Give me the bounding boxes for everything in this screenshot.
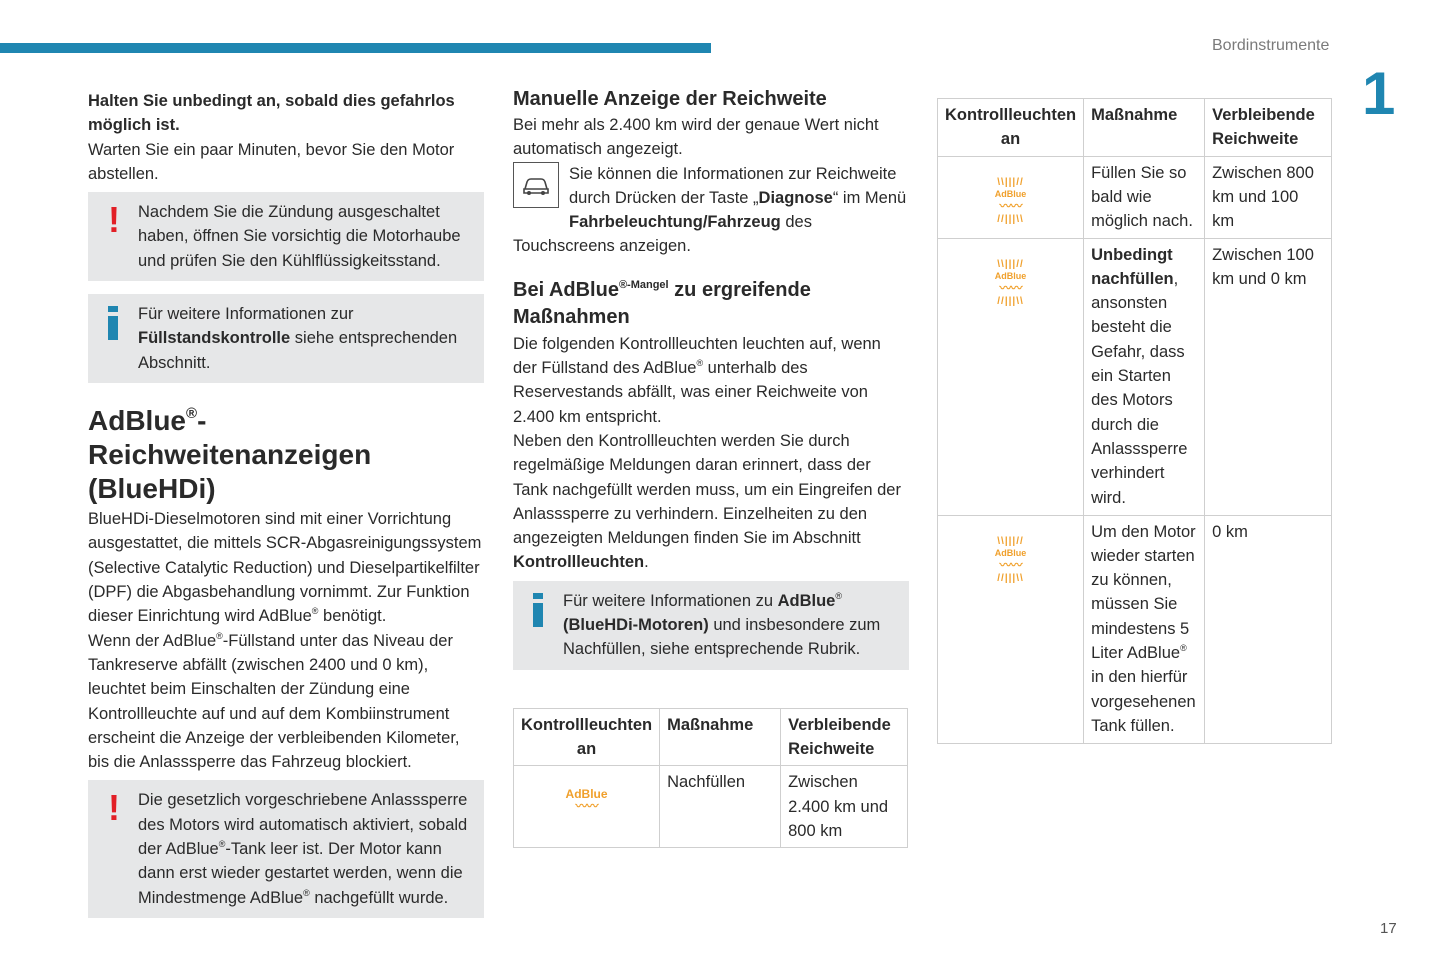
table-header: Kontrollleuchten an <box>514 708 660 766</box>
car-diagnostic-icon <box>513 162 559 208</box>
info-text: Für weitere Informationen zur Füllstandskontrolle siehe entsprechenden Abschnitt. <box>138 305 458 372</box>
info-icon <box>108 306 118 340</box>
heading-manual-range: Manuelle Anzeige der Reichweite <box>513 88 827 110</box>
header-accent-bar <box>0 43 711 53</box>
section-heading-adblue: AdBlue®-Reichweitenanzeigen (BlueHDi) <box>88 405 372 505</box>
chapter-number: 1 <box>1362 60 1396 127</box>
table-row <box>938 515 1332 743</box>
table-cell-range: Zwischen 100 km und 0 km <box>1205 238 1332 515</box>
info-text: Für weitere Informationen zu AdBlue® (BlueHDi-Motoren) und insbesondere zum Nachfüllen, siehe entsprechende Rubrik. <box>563 590 881 659</box>
chapter-title: Bordinstrumente <box>1212 37 1330 54</box>
paragraph-reserve: Wenn der AdBlue®-Füllstand unter das Niveau der Tankreserve abfällt (zwischen 2400 und 0 km), leuchtet beim Einschalten der Zündung eine Kontrollleuchte auf und auf dem Kombiinstrument erscheint die Anzeige der verbleibenden Kilometer, bis die Anlasssperre das Fahrzeug blockiert. <box>88 630 460 772</box>
paragraph-warning-lamps: Die folgenden Kontrollleuchten leuchten auf, wenn der Füllstand des AdBlue® unterhalb des Reservestands abfällt, was einer Reichweite von 2.400 km entspricht. <box>513 334 881 426</box>
table-cell-lamp <box>938 238 1084 515</box>
table-cell-action: Unbedingt nachfüllen, ansonsten besteht die Gefahr, dass ein Starten des Motors durch die Anlasssperre verhindert wird. <box>1084 238 1205 515</box>
table-header-row <box>938 99 1332 157</box>
paragraph-manual: Bei mehr als 2.400 km wird der genaue Wert nicht automatisch angezeigt. <box>513 116 879 159</box>
paragraph-diagnose: Sie können die Informationen zur Reichweite durch Drücken der Taste „Diagnose“ im Menü Fahrbeleuchtung/Fahrzeug des Touchscreens anzeigen. <box>513 162 909 259</box>
warning-text: Die gesetzlich vorgeschriebene Anlasssperre des Motors wird automatisch aktiviert, sobald der AdBlue®-Tank leer ist. Der Motor kann dann erst wieder gestartet werden, wenn die Mindestmenge AdBlue® nachgefüllt wurde. <box>138 791 468 907</box>
info-box-level <box>88 294 484 383</box>
heading-adblue-shortage: Bei AdBlue$^{®-Mangel}$ zu ergreifende Maßnahmen <box>513 278 811 328</box>
paragraph-messages: Neben den Kontrollleuchten werden Sie durch regelmäßige Meldungen daran erinnert, dass der Tank nachgefüllt werden muss, um ein Eingreifen der Anlasssperre zu verhindern. Einzelheiten zu den angezeigten Meldungen finden Sie im Abschnitt Kontrollleuchten. <box>513 431 901 572</box>
intro-bold: Halten Sie unbedingt an, sobald dies gefahrlos möglich ist. <box>88 92 455 135</box>
adblue-flashing-icon: \\|||// AdBlue 〰〰 //|||\\ <box>994 176 1027 225</box>
table-header: Verbleibende Reichweite <box>781 708 908 766</box>
table-cell-lamp <box>938 156 1084 238</box>
page-number: 17 <box>1380 920 1397 937</box>
adblue-warning-icon: AdBlue 〰〰 <box>565 787 608 814</box>
table-adblue-level1 <box>513 708 908 849</box>
table-cell-range: Zwischen 800 km und 100 km <box>1205 156 1332 238</box>
table-cell-action: Um den Motor wieder starten zu können, müssen Sie mindestens 5 Liter AdBlue® in den hierfür vorgesehenen Tank füllen. <box>1084 515 1205 743</box>
warning-icon: ! <box>108 199 120 241</box>
adblue-flashing-icon: \\|||// AdBlue 〰〰 //|||\\ <box>994 535 1027 584</box>
table-header: Kontrollleuchten an <box>938 99 1084 157</box>
table-cell-action: Füllen Sie so bald wie möglich nach. <box>1084 156 1205 238</box>
table-cell-action: Nachfüllen <box>660 766 781 848</box>
warning-text: Nachdem Sie die Zündung ausgeschaltet haben, öffnen Sie vorsichtig die Motorhaube und prüfen Sie den Kühlflüssigkeitsstand. <box>138 203 461 270</box>
adblue-flashing-icon: \\|||// AdBlue 〰〰 //|||\\ <box>994 258 1027 307</box>
info-box-adblue <box>513 581 909 670</box>
warning-icon: ! <box>108 787 120 829</box>
table-row <box>938 156 1332 238</box>
left-column <box>88 89 484 918</box>
table-cell-range: 0 km <box>1205 515 1332 743</box>
table-cell-lamp <box>514 766 660 848</box>
table-header: Maßnahme <box>660 708 781 766</box>
table-adblue-levels <box>937 98 1332 744</box>
warning-box-lock <box>88 780 484 918</box>
table-header: Verbleibende Reichweite <box>1205 99 1332 157</box>
paragraph-bluehdi: BlueHDi-Dieselmotoren sind mit einer Vorrichtung ausgestattet, die mittels SCR-Abgasreinigungssystem (Selective Catalytic Reduction) und Dieselpartikelfilter (DPF) die Abgasbehandlung vornimmt. Zur Funktion dieser Einrichtung wird AdBlue® benötigt. <box>88 510 482 626</box>
intro-text: Warten Sie ein paar Minuten, bevor Sie den Motor abstellen. <box>88 140 455 183</box>
table-cell-lamp <box>938 515 1084 743</box>
table-header: Maßnahme <box>1084 99 1205 157</box>
warning-box-coolant <box>88 192 484 281</box>
table-header-row <box>514 708 908 766</box>
table-row <box>514 766 908 848</box>
middle-column <box>513 86 909 848</box>
info-icon <box>533 593 543 627</box>
table-cell-range: Zwischen 2.400 km und 800 km <box>781 766 908 848</box>
table-row <box>938 238 1332 515</box>
right-column <box>937 98 1333 744</box>
